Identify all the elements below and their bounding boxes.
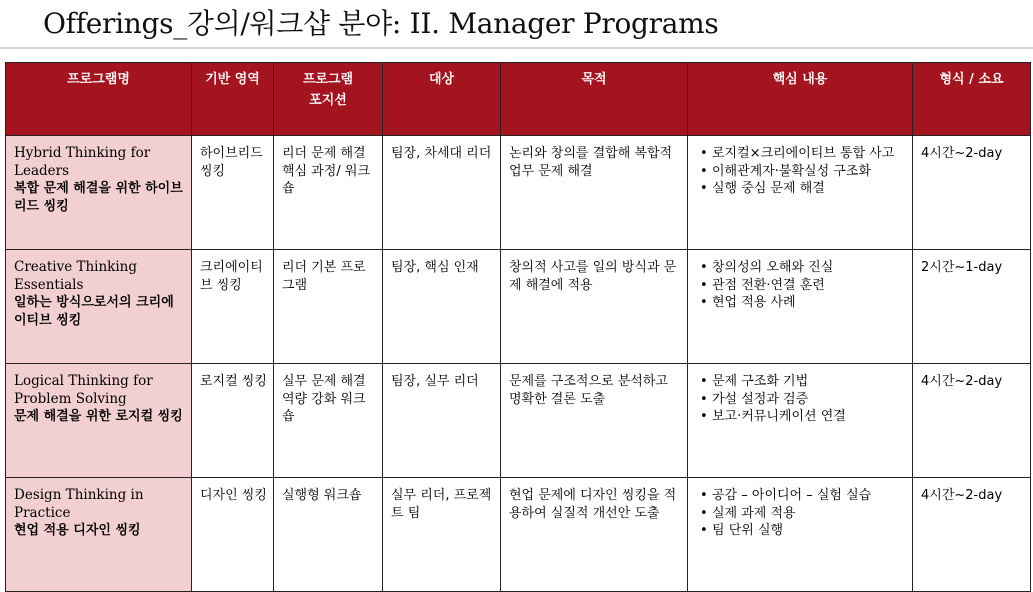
format-cell: 2시간~1-day <box>913 250 1031 364</box>
header-program-position: 프로그램 포지션 <box>274 63 383 136</box>
table-row <box>6 364 1031 478</box>
title-divider <box>0 47 1033 49</box>
content-bullet: • 실제 과제 적용 <box>696 505 906 523</box>
content-bullet: • 창의성의 오해와 진실 <box>696 259 906 277</box>
program-name-cell <box>6 136 192 250</box>
content-bullet: • 공감 – 아이디어 – 실험 실습 <box>696 487 906 505</box>
position-cell: 리더 기본 프로그램 <box>274 250 383 364</box>
program-name-cell <box>6 364 192 478</box>
content-bullet: • 현업 적용 사례 <box>696 294 906 312</box>
content-bullet: • 실행 중심 문제 해결 <box>696 180 906 198</box>
content-bullet: • 가설 설정과 검증 <box>696 391 906 409</box>
content-bullet: • 팀 단위 실행 <box>696 522 906 540</box>
table-row <box>6 136 1031 250</box>
purpose-cell: 논리와 창의를 결합해 복합적 업무 문제 해결 <box>501 136 688 250</box>
header-target: 대상 <box>383 63 501 136</box>
target-cell: 실무 리더, 프로젝트 팀 <box>383 478 501 592</box>
content-bullet: • 관점 전환·연결 훈련 <box>696 277 906 295</box>
program-name-ko: 현업 적용 디자인 씽킹 <box>14 523 141 538</box>
purpose-cell: 문제를 구조적으로 분석하고 명확한 결론 도출 <box>501 364 688 478</box>
program-name-cell <box>6 478 192 592</box>
base-area-cell: 하이브리드 씽킹 <box>192 136 274 250</box>
format-cell: 4시간~2-day <box>913 136 1031 250</box>
core-content-cell <box>688 364 913 478</box>
target-cell: 팀장, 실무 리더 <box>383 364 501 478</box>
base-area-cell: 디자인 씽킹 <box>192 478 274 592</box>
base-area-cell: 로지컬 씽킹 <box>192 364 274 478</box>
content-bullet: • 보고·커뮤니케이션 연결 <box>696 408 906 426</box>
page-title: Offerings_강의/워크샵 분야: II. Manager Programs <box>43 7 719 40</box>
core-content-cell <box>688 136 913 250</box>
purpose-cell: 창의적 사고를 일의 방식과 문제 해결에 적용 <box>501 250 688 364</box>
base-area-cell: 크리에이티브 씽킹 <box>192 250 274 364</box>
program-name-ko: 문제 해결을 위한 로지컬 씽킹 <box>14 409 183 424</box>
core-content-cell <box>688 250 913 364</box>
content-bullet: • 로지컬×크리에이티브 통합 사고 <box>696 145 906 163</box>
position-cell: 실행형 워크숍 <box>274 478 383 592</box>
core-content-cell <box>688 478 913 592</box>
table-row <box>6 478 1031 592</box>
purpose-cell: 현업 문제에 디자인 씽킹을 적용하여 실질적 개선안 도출 <box>501 478 688 592</box>
program-name-en: Creative Thinking Essentials <box>14 259 138 293</box>
header-program-name: 프로그램명 <box>6 63 192 136</box>
target-cell: 팀장, 핵심 인재 <box>383 250 501 364</box>
position-cell: 실무 문제 해결 역량 강화 워크숍 <box>274 364 383 478</box>
header-format-duration: 형식 / 소요 <box>913 63 1031 136</box>
program-name-ko: 일하는 방식으로서의 크리에이티브 씽킹 <box>14 295 174 328</box>
programs-table <box>5 62 1031 592</box>
format-cell: 4시간~2-day <box>913 364 1031 478</box>
program-name-en: Logical Thinking for Problem Solving <box>14 373 153 407</box>
content-bullet: • 이해관계자·불확실성 구조화 <box>696 163 906 181</box>
header-core-content: 핵심 내용 <box>688 63 913 136</box>
position-cell: 리더 문제 해결 핵심 과정/ 워크숍 <box>274 136 383 250</box>
header-purpose: 목적 <box>501 63 688 136</box>
program-name-en: Hybrid Thinking for Leaders <box>14 145 151 179</box>
program-name-ko: 복합 문제 해결을 위한 하이브리드 씽킹 <box>14 181 183 214</box>
table-header-row <box>6 63 1031 136</box>
program-name-en: Design Thinking in Practice <box>14 487 144 521</box>
header-base-area: 기반 영역 <box>192 63 274 136</box>
format-cell: 4시간~2-day <box>913 478 1031 592</box>
table-row <box>6 250 1031 364</box>
content-bullet: • 문제 구조화 기법 <box>696 373 906 391</box>
target-cell: 팀장, 차세대 리더 <box>383 136 501 250</box>
program-name-cell <box>6 250 192 364</box>
